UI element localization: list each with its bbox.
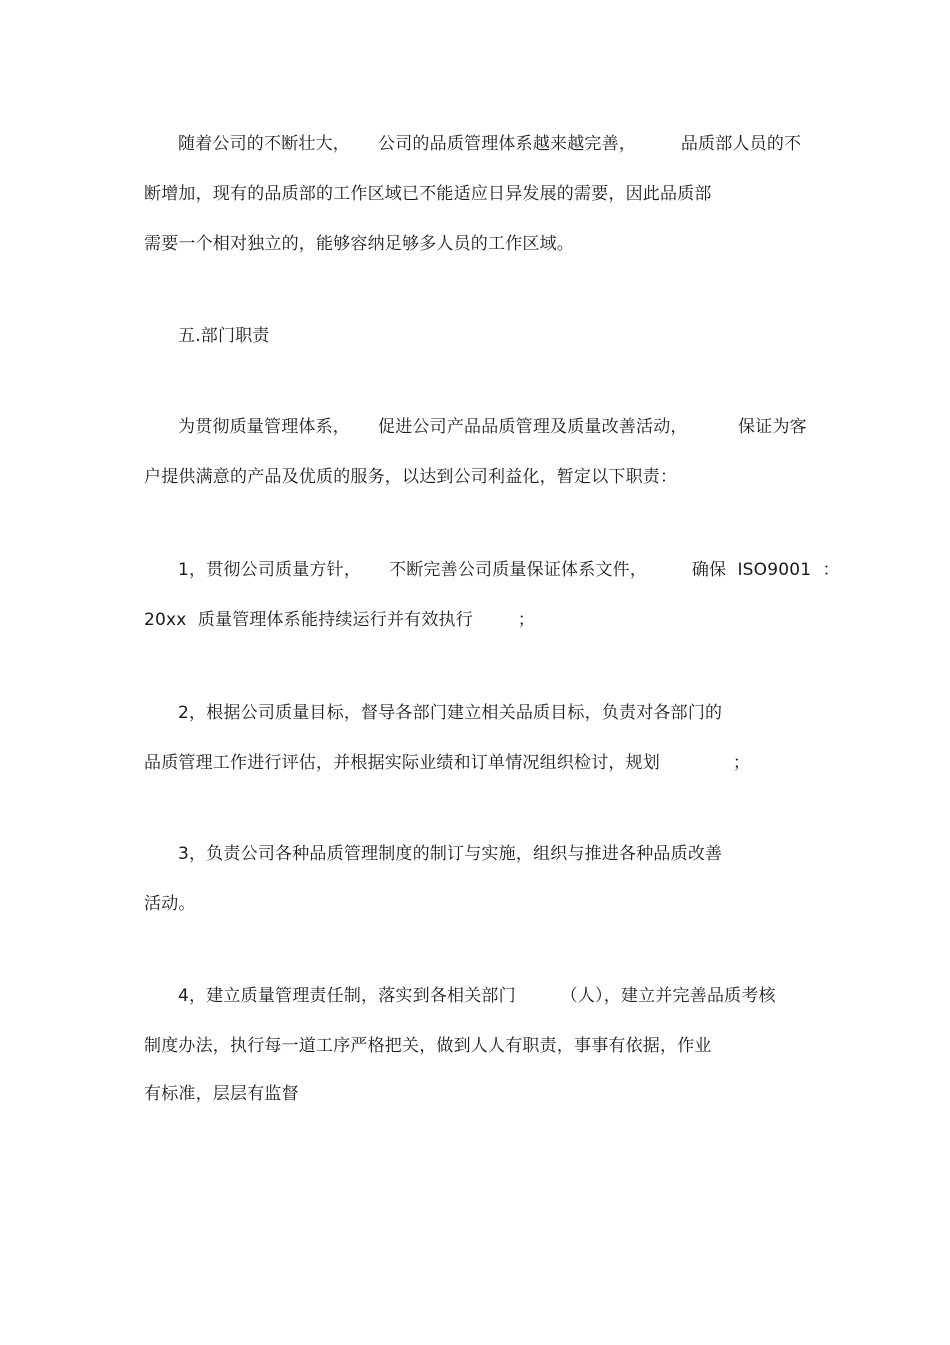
- item-4-line-2: 制度办法，执行每一道工序严格把关，做到人人有职责，事事有依据，作业: [144, 1036, 712, 1056]
- section-heading: 五.部门职责: [178, 326, 270, 346]
- item-2-line-1: 2，根据公司质量目标，督导各部门建立相关品质目标，负责对各部门的: [178, 703, 723, 723]
- item-4-line-3: 有标准，层层有监督: [144, 1084, 299, 1104]
- item-2-line-2: 品质管理工作进行评估，并根据实际业绩和订单情况组织检讨，规划 ；: [144, 753, 751, 773]
- item-1-line-1: 1，贯彻公司质量方针， 不断完善公司质量保证体系文件， 确保 ISO9001 ：: [178, 560, 840, 580]
- intro-line-1: 随着公司的不断壮大， 公司的品质管理体系越来越完善， 品质部人员的不: [178, 134, 802, 154]
- item-1-line-2: 20xx 质量管理体系能持续运行并有效执行 ；: [144, 610, 535, 630]
- item-3-line-2: 活动。: [144, 894, 196, 914]
- purpose-line-1: 为贯彻质量管理体系， 促进公司产品品质管理及质量改善活动， 保证为客: [178, 417, 807, 437]
- intro-line-2: 断增加，现有的品质部的工作区域已不能适应日异发展的需要，因此品质部: [144, 184, 712, 204]
- item-4-line-1: 4，建立质量管理责任制，落实到各相关部门 （人），建立并完善品质考核: [178, 986, 776, 1006]
- intro-line-3: 需要一个相对独立的，能够容纳足够多人员的工作区域。: [144, 234, 574, 254]
- item-3-line-1: 3，负责公司各种品质管理制度的制订与实施，组织与推进各种品质改善: [178, 844, 723, 864]
- purpose-line-2: 户提供满意的产品及优质的服务，以达到公司利益化，暂定以下职责：: [144, 467, 678, 487]
